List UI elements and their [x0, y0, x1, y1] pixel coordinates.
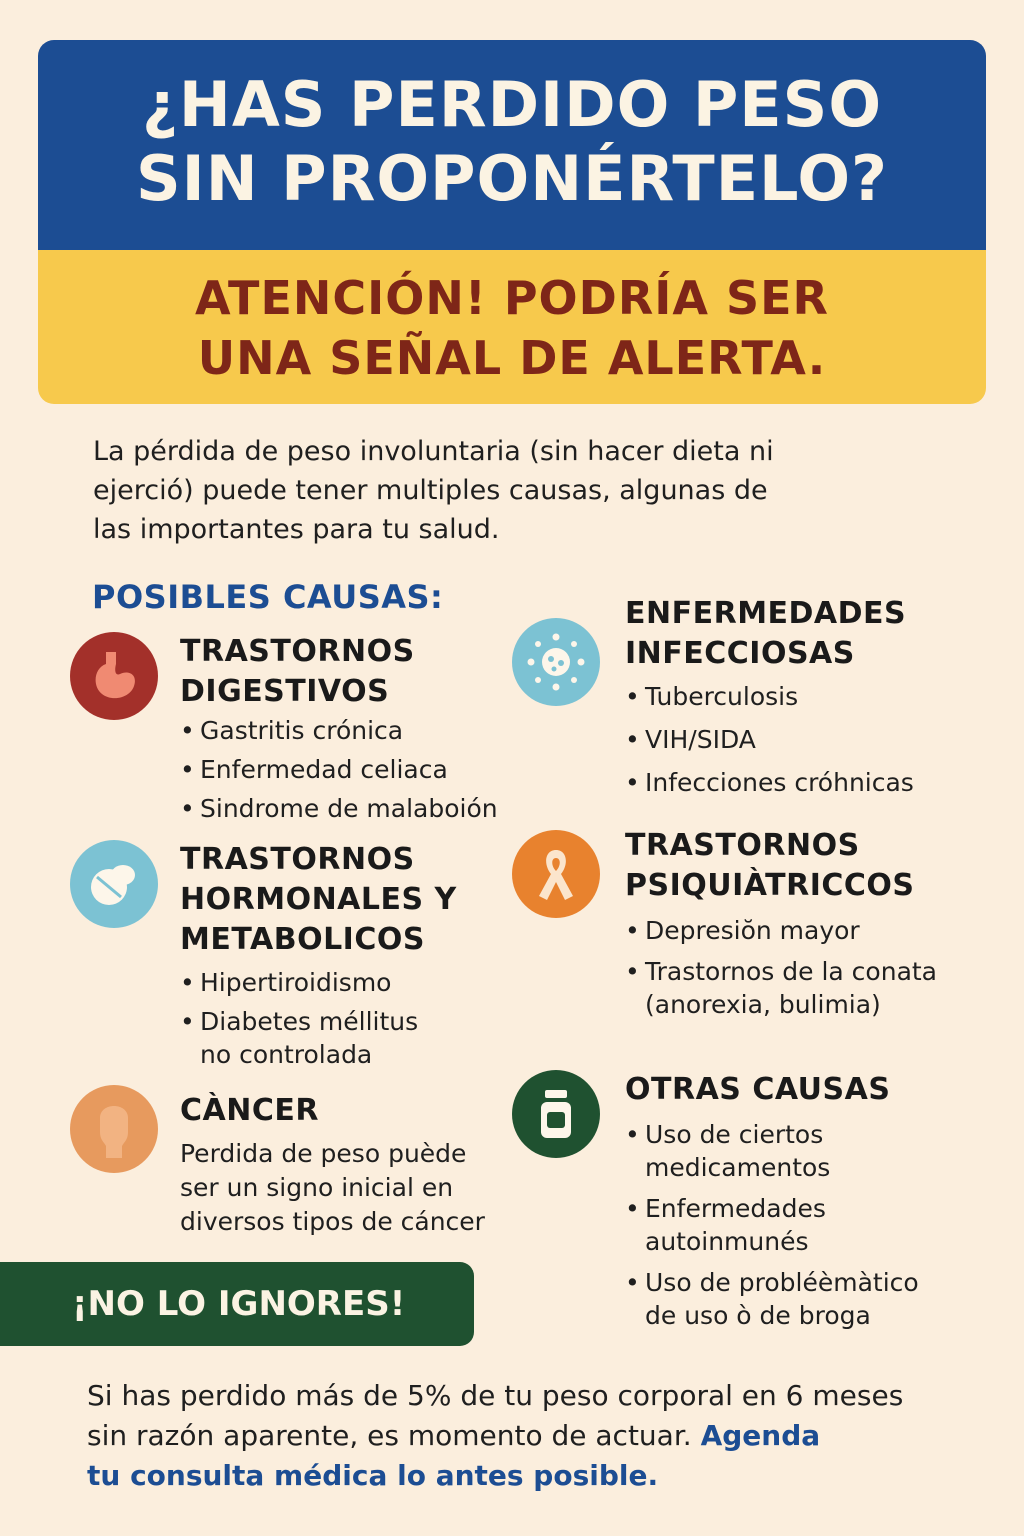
list-item: • Gastritis crónica [180, 714, 498, 747]
list-item: • Tuberculosis [625, 680, 914, 713]
intro-line-2: ejerció) puede tener multiples causas, algunas de [93, 475, 768, 506]
list-item: • VIH/SIDA [625, 723, 914, 756]
list-item: • Sindrome de malaboión [180, 792, 498, 825]
list-item: no controlada [200, 1040, 373, 1069]
title-line-1: ¿HAS PERDIDO PESO [141, 68, 883, 141]
psychiatric-title: TRASTORNOS PSIQUIÀTRICCOS [625, 828, 915, 903]
cancer-title: CÀNCER [180, 1093, 319, 1128]
cta-paragraph [87, 1376, 987, 1496]
medicine-bottle-icon [512, 1070, 600, 1158]
cause-hormonal [70, 840, 510, 1080]
alert-line-1: ATENCIÓN! PODRÍA SER [195, 271, 829, 325]
cause-psychiatric [512, 826, 982, 1026]
pill-icon [70, 840, 158, 928]
header-banner [38, 40, 986, 404]
list-item: • Infecciones cróhnicas [625, 766, 914, 799]
psychiatric-list [625, 914, 937, 1027]
hormonal-list [180, 966, 418, 1077]
intro-line-1: La pérdida de peso involuntaria (sin hacer dieta ni [93, 436, 774, 467]
list-item: medicamentos [645, 1153, 831, 1182]
other-title: OTRAS CAUSAS [625, 1072, 891, 1107]
causes-heading: POSIBLES CAUSAS: [92, 578, 444, 616]
list-item: de uso ò de broga [645, 1301, 871, 1330]
other-list [625, 1118, 919, 1338]
intro-paragraph [93, 432, 953, 549]
digestive-list [180, 714, 498, 831]
list-item: • Enfermedad celiaca [180, 753, 498, 786]
cancer-description: Perdida de peso puède ser un signo inicial en diversos tipos de cáncer [180, 1139, 485, 1236]
digestive-title: TRASTORNOS DIGESTIVOS [180, 634, 415, 709]
main-title [38, 40, 986, 250]
list-item: • Uso de probléèmàtico [625, 1266, 919, 1299]
person-icon [70, 1085, 158, 1173]
cta-banner [0, 1262, 474, 1346]
ribbon-icon [512, 830, 600, 918]
cause-digestive [70, 632, 510, 822]
stomach-icon [70, 632, 158, 720]
cause-infectious [512, 592, 982, 812]
cta-line-2: sin razón aparente, es momento de actuar. Agenda [87, 1419, 821, 1452]
infectious-title: ENFERMEDADES INFECCIOSAS [625, 596, 907, 671]
list-item: autoinmunés [645, 1227, 809, 1256]
alert-line-2: UNA SEÑAL DE ALERTA. [197, 331, 827, 385]
schedule-link-continued[interactable]: tu consulta médica lo antes posible. [87, 1459, 659, 1492]
list-item: (anorexia, bulimia) [645, 990, 881, 1019]
hormonal-title: TRASTORNOS HORMONALES Y METABOLICOS [180, 842, 457, 957]
infectious-list [625, 680, 914, 805]
cta-label: ¡NO LO IGNORES! [72, 1284, 406, 1324]
intro-line-3: las importantes para tu salud. [93, 514, 500, 545]
list-item: • Uso de ciertos [625, 1118, 919, 1151]
schedule-link[interactable]: Agenda [700, 1419, 821, 1452]
title-line-2: SIN PROPONÉRTELO? [135, 142, 889, 215]
list-item: • Depresiŏn mayor [625, 914, 937, 947]
cause-cancer [70, 1085, 510, 1245]
list-item: • Diabetes méllitus [180, 1005, 418, 1038]
list-item: • Enfermedades [625, 1192, 919, 1225]
list-item: • Trastornos de la conata [625, 955, 937, 988]
list-item: • Hipertiroidismo [180, 966, 418, 999]
cta-line-1: Si has perdido más de 5% de tu peso corporal en 6 meses [87, 1379, 904, 1412]
cause-other [512, 1070, 982, 1350]
alert-subtitle [38, 250, 986, 404]
virus-icon [512, 618, 600, 706]
